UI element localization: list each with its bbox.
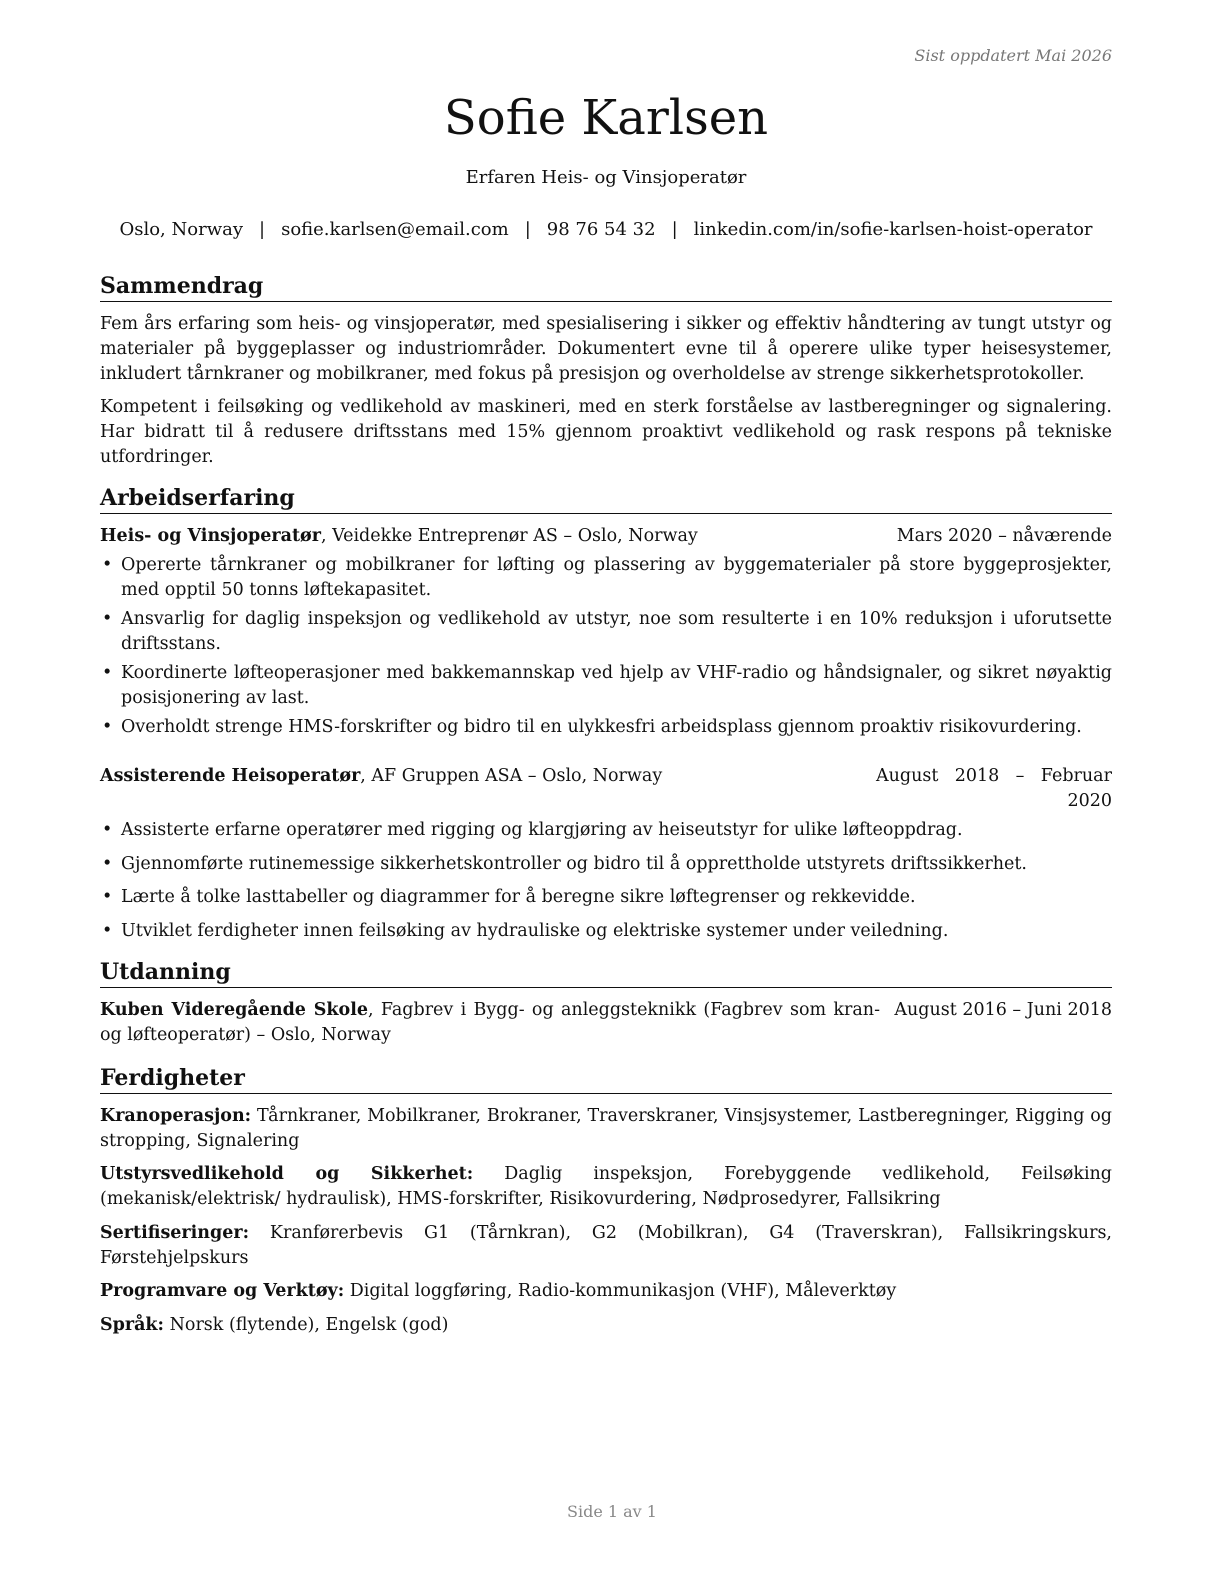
skill-text: Tårnkraner, Mobilkraner, Brokraner, Traverskraner, Vinsjsystemer, Lastberegninger, Rigging og stropping, Signalering — [100, 1105, 1112, 1151]
skill-row — [100, 1221, 1112, 1271]
summary-paragraph: Fem års erfaring som heis- og vinsjoperatør, med spesialisering i sikker og effektiv håndtering av tungt utstyr og materialer på byggeplasser og industriområder. Dokumentert evne til å operere ulike typer heisesystemer, inkludert tårnkraner og mobilkraner, med fokus på presisjon og overholdelse av strenge sikkerhetsprotokoller. — [100, 314, 1112, 384]
contact-separator: | — [259, 219, 266, 240]
summary-section — [100, 272, 1112, 470]
job-role: Assisterende Heisoperatør — [100, 766, 361, 786]
education-section — [100, 958, 1112, 1048]
job-header — [100, 764, 1112, 814]
list-item: • Assisterte erfarne operatører med rigging og klargjøring av heiseutstyr for ulike løfteoppdrag. — [100, 818, 1112, 843]
job-header — [100, 524, 1112, 549]
contact-linkedin[interactable]: linkedin.com/in/sofie-karlsen-hoist-operator — [693, 219, 1093, 240]
skill-row — [100, 1279, 1112, 1304]
skills-section — [100, 1064, 1112, 1338]
contact-separator: | — [524, 219, 531, 240]
list-item: • Lærte å tolke lasttabeller og diagrammer for å beregne sikre løftegrenser og rekkevidde. — [100, 885, 1112, 910]
experience-section — [100, 484, 1112, 944]
job-entry — [100, 524, 1112, 740]
job-entry — [100, 764, 1112, 944]
job-dates: August 2018 – Februar 2020 — [876, 766, 1112, 811]
list-item: • Overholdt strenge HMS-forskrifter og bidro til en ulykkesfri arbeidsplass gjennom proaktiv risikovurdering. — [100, 715, 1112, 740]
list-item: • Ansvarlig for daglig inspeksjon og vedlikehold av utstyr, noe som resulterte i en 10% reduksjon i uforutsette driftsstans. — [100, 607, 1112, 657]
skill-text: Daglig inspeksjon, Forebyggende vedlikehold, Feilsøking (mekanisk/elektrisk/ hydraulisk), HMS-forskrifter, Risikovurdering, Nødprosedyrer, Fallsikring — [100, 1164, 1113, 1209]
list-item: • Opererte tårnkraner og mobilkraner for løfting og plassering av byggematerialer på store byggeprosjekter, med opptil 50 tonns løftekapasitet. — [100, 553, 1112, 603]
job-dates: Mars 2020 – nåværende — [896, 526, 1112, 546]
skill-label: Kranoperasjon: — [100, 1105, 252, 1126]
skill-label: Programvare og Verktøy: — [100, 1281, 345, 1301]
contact-location: Oslo, Norway — [119, 219, 243, 240]
section-heading: Utdanning — [100, 958, 1112, 988]
candidate-title: Erfaren Heis- og Vinsjoperatør — [465, 167, 747, 188]
section-heading: Ferdigheter — [100, 1064, 1112, 1094]
education-dates: August 2016 – Juni 2018 — [894, 999, 1112, 1020]
last-updated: Sist oppdatert Mai 2026 — [914, 46, 1112, 65]
page-number: Side 1 av 1 — [567, 1502, 657, 1521]
skill-label: Språk: — [100, 1314, 165, 1335]
candidate-name: Sofie Karlsen — [443, 90, 769, 146]
section-heading: Sammendrag — [100, 272, 1112, 302]
contact-line — [100, 218, 1112, 242]
skill-text: Digital loggføring, Radio-kommunikasjon (VHF), Måleverktøy — [344, 1281, 897, 1301]
contact-phone: 98 76 54 32 — [546, 219, 656, 240]
education-school: Kuben Videregående Skole — [100, 999, 369, 1020]
skill-row — [100, 1162, 1112, 1212]
skill-text: Kranførerbevis G1 (Tårnkran), G2 (Mobilkran), G4 (Traverskran), Fallsikringskurs, Førstehjelpskurs — [100, 1222, 1112, 1268]
list-item: • Utviklet ferdigheter innen feilsøking av hydrauliske og elektriske systemer under veiledning. — [100, 919, 1112, 944]
job-bullets — [100, 818, 1112, 944]
skill-label: Utstyrsvedlikehold og Sikkerhet: — [100, 1164, 474, 1184]
job-bullets — [100, 553, 1112, 740]
skill-text: Norsk (flytende), Engelsk (god) — [164, 1314, 449, 1335]
contact-email[interactable]: sofie.karlsen@email.com — [281, 219, 509, 240]
skill-label: Sertifiseringer: — [100, 1222, 250, 1243]
contact-separator: | — [671, 219, 678, 240]
summary-paragraph: Kompetent i feilsøking og vedlikehold av maskineri, med en sterk forståelse av lastberegninger og signalering. Har bidratt til å redusere driftsstans med 15% gjennom proaktivt vedlikehold og rask respons på tekniske utfordringer. — [100, 397, 1112, 467]
job-role: Heis- og Vinsjoperatør — [100, 526, 321, 546]
job-company: , Veidekke Entreprenør AS – Oslo, Norway — [320, 526, 698, 546]
section-heading: Arbeidserfaring — [100, 484, 1112, 514]
skill-row — [100, 1104, 1112, 1154]
skill-row — [100, 1313, 1112, 1338]
resume-page — [100, 0, 1112, 1346]
list-item: • Koordinerte løfteoperasjoner med bakkemannskap ved hjelp av VHF-radio og håndsignaler, og sikret nøyaktig posisjonering av last. — [100, 661, 1112, 711]
job-company: , AF Gruppen ASA – Oslo, Norway — [360, 766, 663, 786]
list-item: • Gjennomførte rutinemessige sikkerhetskontroller og bidro til å opprettholde utstyrets driftssikkerhet. — [100, 852, 1112, 877]
education-details: , Fagbrev i Bygg- og anleggsteknikk (Fagbrev som kran- og løfteoperatør) – Oslo, Norway — [100, 999, 880, 1045]
education-entry — [100, 998, 1112, 1048]
